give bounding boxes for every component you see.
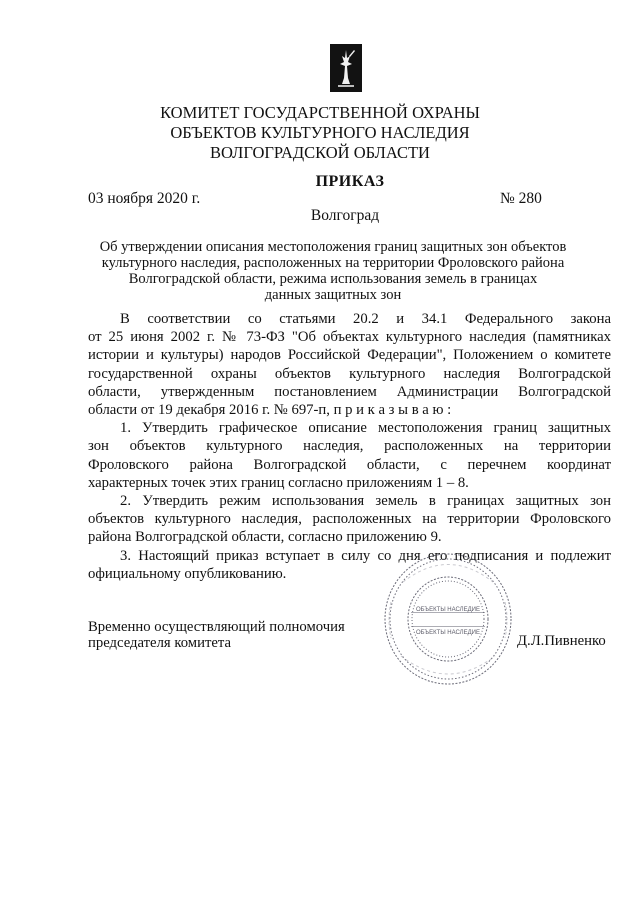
body-line: от 25 июня 2002 г. № 73-ФЗ "Об объектах культурного наследия (памятниках: [88, 329, 611, 346]
stamp-inner-text: ОБЪЕКТЫ НАСЛЕДИЕ: [416, 630, 480, 636]
body-line: государственной охраны объектов культурного наследия Волгоградской: [88, 365, 611, 382]
committee-name-line: ВОЛГОГРАДСКОЙ ОБЛАСТИ: [210, 143, 430, 162]
body-line: района Волгоградской области, согласно приложению 9.: [88, 529, 442, 546]
body-line: зон объектов культурного наследия, расположенных на территории: [88, 438, 611, 455]
subject-line: культурного наследия, расположенных на территории Фроловского района: [101, 255, 565, 271]
body-line: 3. Настоящий приказ вступает в силу со дня его подписания и подлежит: [120, 547, 611, 564]
committee-name-line: ОБЪЕКТОВ КУЛЬТУРНОГО НАСЛЕДИЯ: [170, 123, 470, 142]
stamp-inner-text: ОБЪЕКТЫ НАСЛЕДИЕ: [416, 607, 480, 613]
official-stamp: [383, 552, 513, 686]
body-line: Фроловского района Волгоградской области, с перечнем координат: [88, 456, 611, 473]
document-city: Волгоград: [310, 207, 380, 224]
signer-position: [88, 619, 345, 651]
signer-position-line: Временно осуществляющий полномочия: [88, 619, 345, 635]
body-line: объектов культурного наследия, расположенных на территории Фроловского: [88, 511, 611, 528]
document-subject: [88, 239, 578, 303]
body-line: истории и культуры) народов Российской Федерации", Положением о комитете: [88, 347, 611, 364]
volgograd-coat-of-arms-icon: [330, 44, 362, 92]
subject-line: Волгоградской области, режима использования земель в границах: [128, 271, 538, 287]
signer-position-line: председателя комитета: [88, 635, 231, 651]
subject-line: данных защитных зон: [264, 287, 402, 303]
body-line: области, утвержденным постановлением Администрации Волгоградской: [88, 383, 611, 400]
document-number: № 280: [500, 190, 542, 207]
body-line: области от 19 декабря 2016 г. № 697-п, п р и к а з ы в а ю :: [88, 402, 452, 419]
committee-name-line: КОМИТЕТ ГОСУДАРСТВЕННОЙ ОХРАНЫ: [160, 103, 480, 122]
body-line: официальному опубликованию.: [88, 565, 287, 582]
subject-line: Об утверждении описания местоположения границ защитных зон объектов: [99, 239, 567, 255]
body-line: 1. Утвердить графическое описание местоположения границ защитных: [120, 420, 611, 437]
committee-name: [0, 103, 640, 163]
document-date: 03 ноября 2020 г.: [88, 190, 201, 207]
body-line: 2. Утвердить режим использования земель в границах защитных зон: [120, 493, 611, 510]
signer-name: Д.Л.Пивненко: [517, 633, 606, 649]
document-type: ПРИКАЗ: [315, 173, 385, 190]
body-line: характерных точек этих границ согласно приложениям 1 – 8.: [88, 474, 469, 491]
body-line: В соответствии со статьями 20.2 и 34.1 Федерального закона: [120, 311, 611, 327]
document-body: [88, 310, 611, 583]
